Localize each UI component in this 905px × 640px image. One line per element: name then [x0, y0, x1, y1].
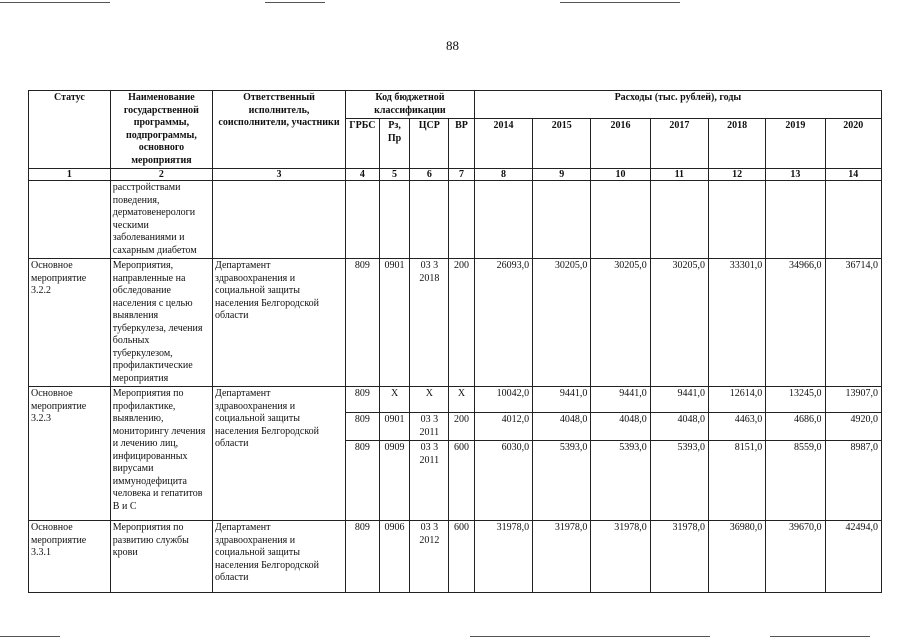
header-vr: ВР [449, 119, 475, 169]
grbs-cell: 809 [345, 521, 379, 593]
table-row [29, 521, 882, 593]
csr-cell: 03 3 2011 [410, 413, 449, 441]
value-cell: 4920,0 [825, 413, 881, 441]
vr-cell: 200 [449, 259, 475, 387]
rzpr-cell: 0901 [379, 259, 410, 387]
value-cell: 12614,0 [708, 387, 765, 413]
responsible-cell: Департамент здравоохранения и социальной защиты населения Белгородской области [213, 259, 346, 387]
value-cell: 6030,0 [474, 441, 532, 521]
grbs-cell: 809 [345, 387, 379, 413]
header-rzpr: Рз, Пр [379, 119, 410, 169]
value-cell: 4463,0 [708, 413, 765, 441]
column-number: 2 [110, 169, 212, 181]
bottom-edge-line-right [770, 636, 870, 637]
column-number: 1 [29, 169, 111, 181]
value-cell: 4048,0 [591, 413, 650, 441]
column-number: 9 [533, 169, 591, 181]
csr-cell: 03 3 2018 [410, 259, 449, 387]
value-cell: 31978,0 [650, 521, 708, 593]
vr-cell: 200 [449, 413, 475, 441]
status-cell [29, 181, 111, 259]
value-cell: 8559,0 [766, 441, 825, 521]
rzpr-cell: 0906 [379, 521, 410, 593]
header-responsible: Ответственный исполнитель, соисполнители, участники [213, 91, 346, 169]
grbs-cell: 809 [345, 259, 379, 387]
column-number: 11 [650, 169, 708, 181]
vr-cell: X [449, 387, 475, 413]
value-cell: 9441,0 [533, 387, 591, 413]
value-cell: 4012,0 [474, 413, 532, 441]
bottom-edge-line-left [0, 636, 60, 637]
csr-cell: 03 3 2012 [410, 521, 449, 593]
top-edge-line-right [560, 2, 680, 3]
value-cell: 33301,0 [708, 259, 765, 387]
status-cell: Основное мероприятие 3.2.3 [29, 387, 111, 521]
value-cell: 5393,0 [650, 441, 708, 521]
header-csr: ЦСР [410, 119, 449, 169]
header-name: Наименование государственной программы, подпрограммы, основного мероприятия [110, 91, 212, 169]
value-cell: 36980,0 [708, 521, 765, 593]
value-cell: 4048,0 [533, 413, 591, 441]
header-row-1 [29, 91, 882, 119]
value-cell: 30205,0 [650, 259, 708, 387]
value-cell: 39670,0 [766, 521, 825, 593]
column-numbers-row [29, 169, 882, 181]
header-status: Статус [29, 91, 111, 169]
column-number: 12 [708, 169, 765, 181]
value-cell: 36714,0 [825, 259, 881, 387]
status-cell: Основное мероприятие 3.2.2 [29, 259, 111, 387]
value-cell: 26093,0 [474, 259, 532, 387]
top-edge-line-mid [265, 2, 325, 3]
responsible-cell: Департамент здравоохранения и социальной защиты населения Белгородской области [213, 387, 346, 521]
table-row-continuation [29, 181, 882, 259]
column-number: 5 [379, 169, 410, 181]
column-number: 6 [410, 169, 449, 181]
column-number: 13 [766, 169, 825, 181]
csr-cell: X [410, 387, 449, 413]
rzpr-cell: 0909 [379, 441, 410, 521]
column-number: 10 [591, 169, 650, 181]
value-cell: 31978,0 [474, 521, 532, 593]
header-year: 2017 [650, 119, 708, 169]
value-cell: 31978,0 [591, 521, 650, 593]
vr-cell: 600 [449, 521, 475, 593]
value-cell: 8987,0 [825, 441, 881, 521]
header-year: 2015 [533, 119, 591, 169]
grbs-cell: 809 [345, 441, 379, 521]
header-year: 2018 [708, 119, 765, 169]
value-cell: 8151,0 [708, 441, 765, 521]
value-cell: 13245,0 [766, 387, 825, 413]
value-cell: 31978,0 [533, 521, 591, 593]
value-cell: 30205,0 [591, 259, 650, 387]
value-cell: 9441,0 [650, 387, 708, 413]
value-cell: 34966,0 [766, 259, 825, 387]
value-cell: 9441,0 [591, 387, 650, 413]
header-expenses: Расходы (тыс. рублей), годы [474, 91, 881, 119]
column-number: 3 [213, 169, 346, 181]
table-row [29, 259, 882, 387]
page-number: 88 [446, 38, 459, 53]
column-number: 8 [474, 169, 532, 181]
value-cell: 30205,0 [533, 259, 591, 387]
column-number: 14 [825, 169, 881, 181]
value-cell: 42494,0 [825, 521, 881, 593]
value-cell: 4686,0 [766, 413, 825, 441]
status-cell: Основное мероприятие 3.3.1 [29, 521, 111, 593]
top-edge-line-left [0, 2, 110, 3]
bottom-edge-line-mid [470, 636, 710, 637]
rzpr-cell: X [379, 387, 410, 413]
header-year: 2016 [591, 119, 650, 169]
rzpr-cell: 0901 [379, 413, 410, 441]
responsible-cell: Департамент здравоохранения и социальной защиты населения Белгородской области [213, 521, 346, 593]
name-cell: Мероприятия по развитию службы крови [110, 521, 212, 593]
csr-cell: 03 3 2011 [410, 441, 449, 521]
value-cell: 5393,0 [591, 441, 650, 521]
vr-cell: 600 [449, 441, 475, 521]
value-cell: 13907,0 [825, 387, 881, 413]
header-year: 2020 [825, 119, 881, 169]
value-cell: 10042,0 [474, 387, 532, 413]
header-budget-code: Код бюджетной классификации [345, 91, 474, 119]
value-cell: 4048,0 [650, 413, 708, 441]
responsible-cell [213, 181, 346, 259]
budget-table [28, 90, 882, 593]
name-cell: Мероприятия, направленные на обследование населения с целью выявления туберкулеза, лечения больных туберкулезом, профилактические мероприятия [110, 259, 212, 387]
header-year: 2019 [766, 119, 825, 169]
table-row [29, 387, 882, 413]
column-number: 4 [345, 169, 379, 181]
column-number: 7 [449, 169, 475, 181]
name-cell: Мероприятия по профилактике, выявлению, мониторингу лечения и лечению лиц, инфицированных вирусами иммунодефицита человека и гепатитов В и С [110, 387, 212, 521]
header-year: 2014 [474, 119, 532, 169]
grbs-cell: 809 [345, 413, 379, 441]
value-cell: 5393,0 [533, 441, 591, 521]
name-cell: расстройствами поведения, дерматовенерологи ческими заболеваниями и сахарным диабетом [110, 181, 212, 259]
header-grbs: ГРБС [345, 119, 379, 169]
